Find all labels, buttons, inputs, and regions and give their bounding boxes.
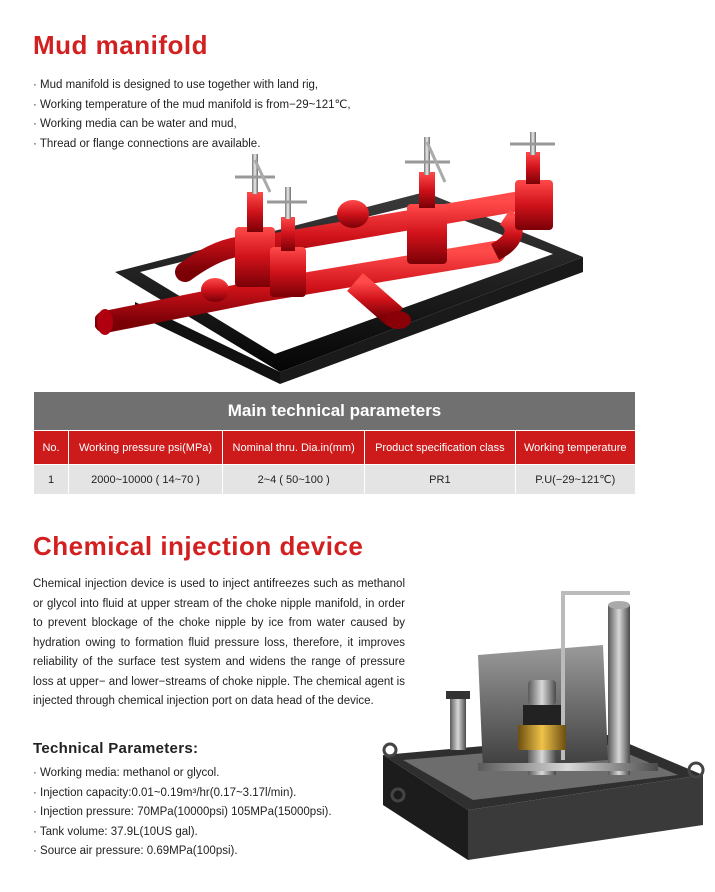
list-item: · Source air pressure: 0.69MPa(100psi). — [33, 842, 332, 862]
technical-parameters-list — [33, 764, 332, 862]
table-header-row — [34, 431, 636, 465]
column-header: Product specification class — [365, 431, 515, 465]
chemical-injection-title: Chemical injection device — [33, 531, 364, 561]
table-cell: P.U(−29~121℃) — [515, 465, 635, 495]
column-header: Working pressure psi(MPa) — [69, 431, 223, 465]
table-cell: 2~4 ( 50~100 ) — [223, 465, 365, 495]
table-cell: 2000~10000 ( 14~70 ) — [69, 465, 223, 495]
list-item: · Tank volume: 37.9L(10US gal). — [33, 823, 332, 843]
table-cell: PR1 — [365, 465, 515, 495]
table-cell: 1 — [34, 465, 69, 495]
technical-parameters-heading: Technical Parameters: — [33, 740, 199, 757]
technical-parameters-table — [33, 391, 636, 495]
list-item: · Injection pressure: 70MPa(10000psi) 105MPa(15000psi). — [33, 803, 332, 823]
list-item: · Working media: methanol or glycol. — [33, 764, 332, 784]
column-header: Working temperature — [515, 431, 635, 465]
table-caption: Main technical parameters — [34, 392, 636, 431]
chemical-injection-device-image — [378, 585, 708, 875]
column-header: No. — [34, 431, 69, 465]
list-item: · Working temperature of the mud manifold is from−29~121℃, — [33, 96, 351, 116]
list-item: · Thread or flange connections are available. — [33, 135, 351, 155]
mud-manifold-image — [95, 132, 590, 387]
list-item: · Mud manifold is designed to use together with land rig, — [33, 76, 351, 96]
mud-manifold-title: Mud manifold — [33, 30, 208, 60]
list-item: · Working media can be water and mud, — [33, 115, 351, 135]
column-header: Nominal thru. Dia.in(mm) — [223, 431, 365, 465]
chemical-injection-description: Chemical injection device is used to inject antifreezes such as methanol or glycol into fluid at upper stream of the choke nipple manifold, in order to prevent blockage of the choke nipple by ice from water caused by hydration owing to formation fluid pressure loss, therefore, it improves reliability of the surface test system and widens the range of pressure loss at upper− and lower−streams of choke nipple. The chemical agent is injected through chemical injection port on data head of the device. — [33, 578, 405, 707]
table-row — [34, 465, 636, 495]
list-item: · Injection capacity:0.01~0.19m³/hr(0.17~3.17l/min). — [33, 784, 332, 804]
